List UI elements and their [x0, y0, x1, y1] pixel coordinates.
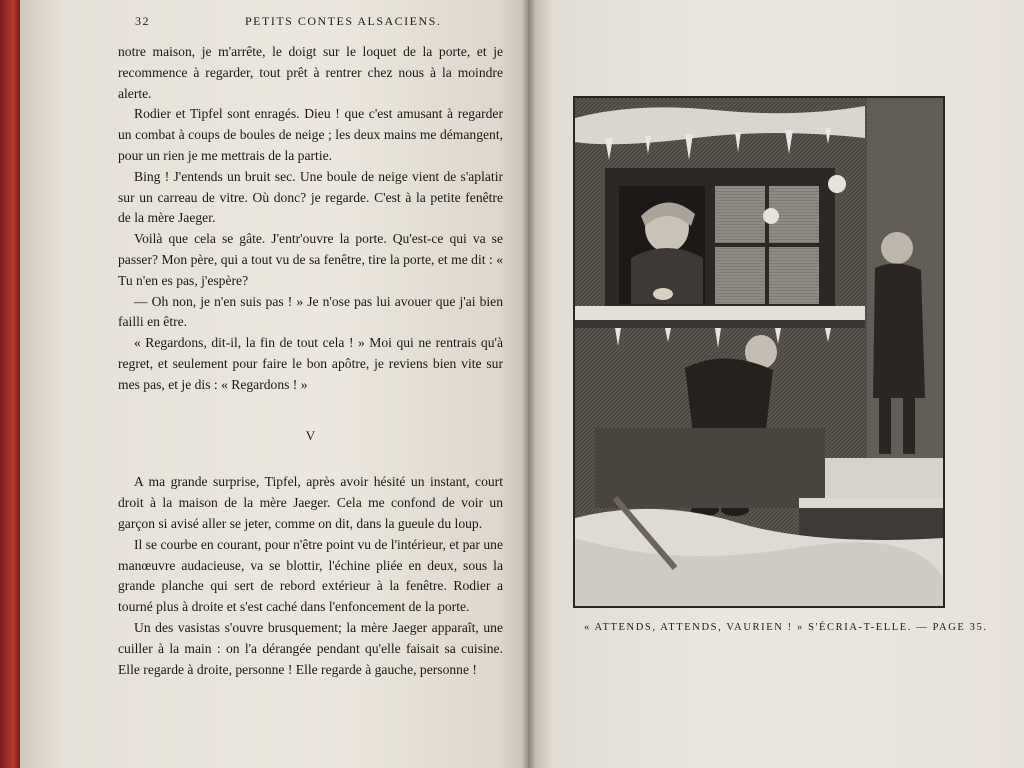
running-head-title: PETITS CONTES ALSACIENS. — [245, 14, 442, 28]
paragraph: — Oh non, je n'en suis pas ! » Je n'ose pas lui avouer que j'ai bien failli en être. — [118, 293, 503, 330]
paragraph: « Regardons, dit-il, la fin de tout cela ! » Moi qui ne rentrais qu'à regret, et seulement pour faire le bon apôtre, je reviens bien vite sur mes pas, et je dis : « Regardons ! » — [118, 335, 503, 392]
paragraph: notre maison, je m'arrête, le doigt sur le loquet de la porte, et je recommence à regarder, tout prêt à rentrer chez nous à la moindre alerte. — [118, 44, 503, 101]
paragraph: Rodier et Tipfel sont enragés. Dieu ! que c'est amusant à regarder un combat à coups de boules de neige ; les deux mains me démangent, pour un rien je me mettrais de la partie. — [118, 106, 503, 163]
book-gutter — [522, 0, 536, 768]
paragraph: Un des vasistas s'ouvre brusquement; la mère Jaeger apparaît, une cuiller à la main : on l'a dérangée pendant qu'elle faisait sa cuisine. Elle regarde à droite, personne ! Elle regarde à gauche, personne ! — [118, 619, 503, 677]
engraving-illustration — [573, 96, 945, 608]
running-head — [135, 14, 515, 32]
book-cover-edge — [0, 0, 22, 768]
page-number: 32 — [135, 14, 150, 28]
section-number: V — [305, 427, 316, 443]
paragraph: A ma grande surprise, Tipfel, après avoir hésité un instant, court droit à la maison de la mère Jaeger. Cela me confond de voir un garçon si avisé aller se jeter, comme on dit, dans la gueule du loup. — [118, 474, 503, 531]
paragraph: Voilà que cela se gâte. J'entr'ouvre la porte. Qu'est-ce qui va se passer? Mon père, qui a tout vu de sa fenêtre, tire la porte, et me dit : « Tu n'en es pas, j'espère? — [118, 231, 503, 288]
paragraph: Bing ! J'entends un bruit sec. Une boule de neige vient de s'aplatir sur un carreau de vitre. Où donc? je regarde. C'est à la petite fenêtre de la mère Jaeger. — [118, 168, 503, 226]
illustration-caption: « ATTENDS, ATTENDS, VAURIEN ! » S'ÉCRIA-T-ELLE. — PAGE 35. — [584, 622, 988, 633]
paragraph: Il se courbe en courant, pour n'être point vu de l'intérieur, et par une manœuvre audacieuse, va se blottir, l'échine pliée en deux, sous la grande planche qui sert de rebord extérieur à la fenêtre. Rodier a tourné plus à droite et s'est caché dans l'enfoncement de la porte. — [118, 536, 503, 615]
body-text — [118, 42, 503, 680]
